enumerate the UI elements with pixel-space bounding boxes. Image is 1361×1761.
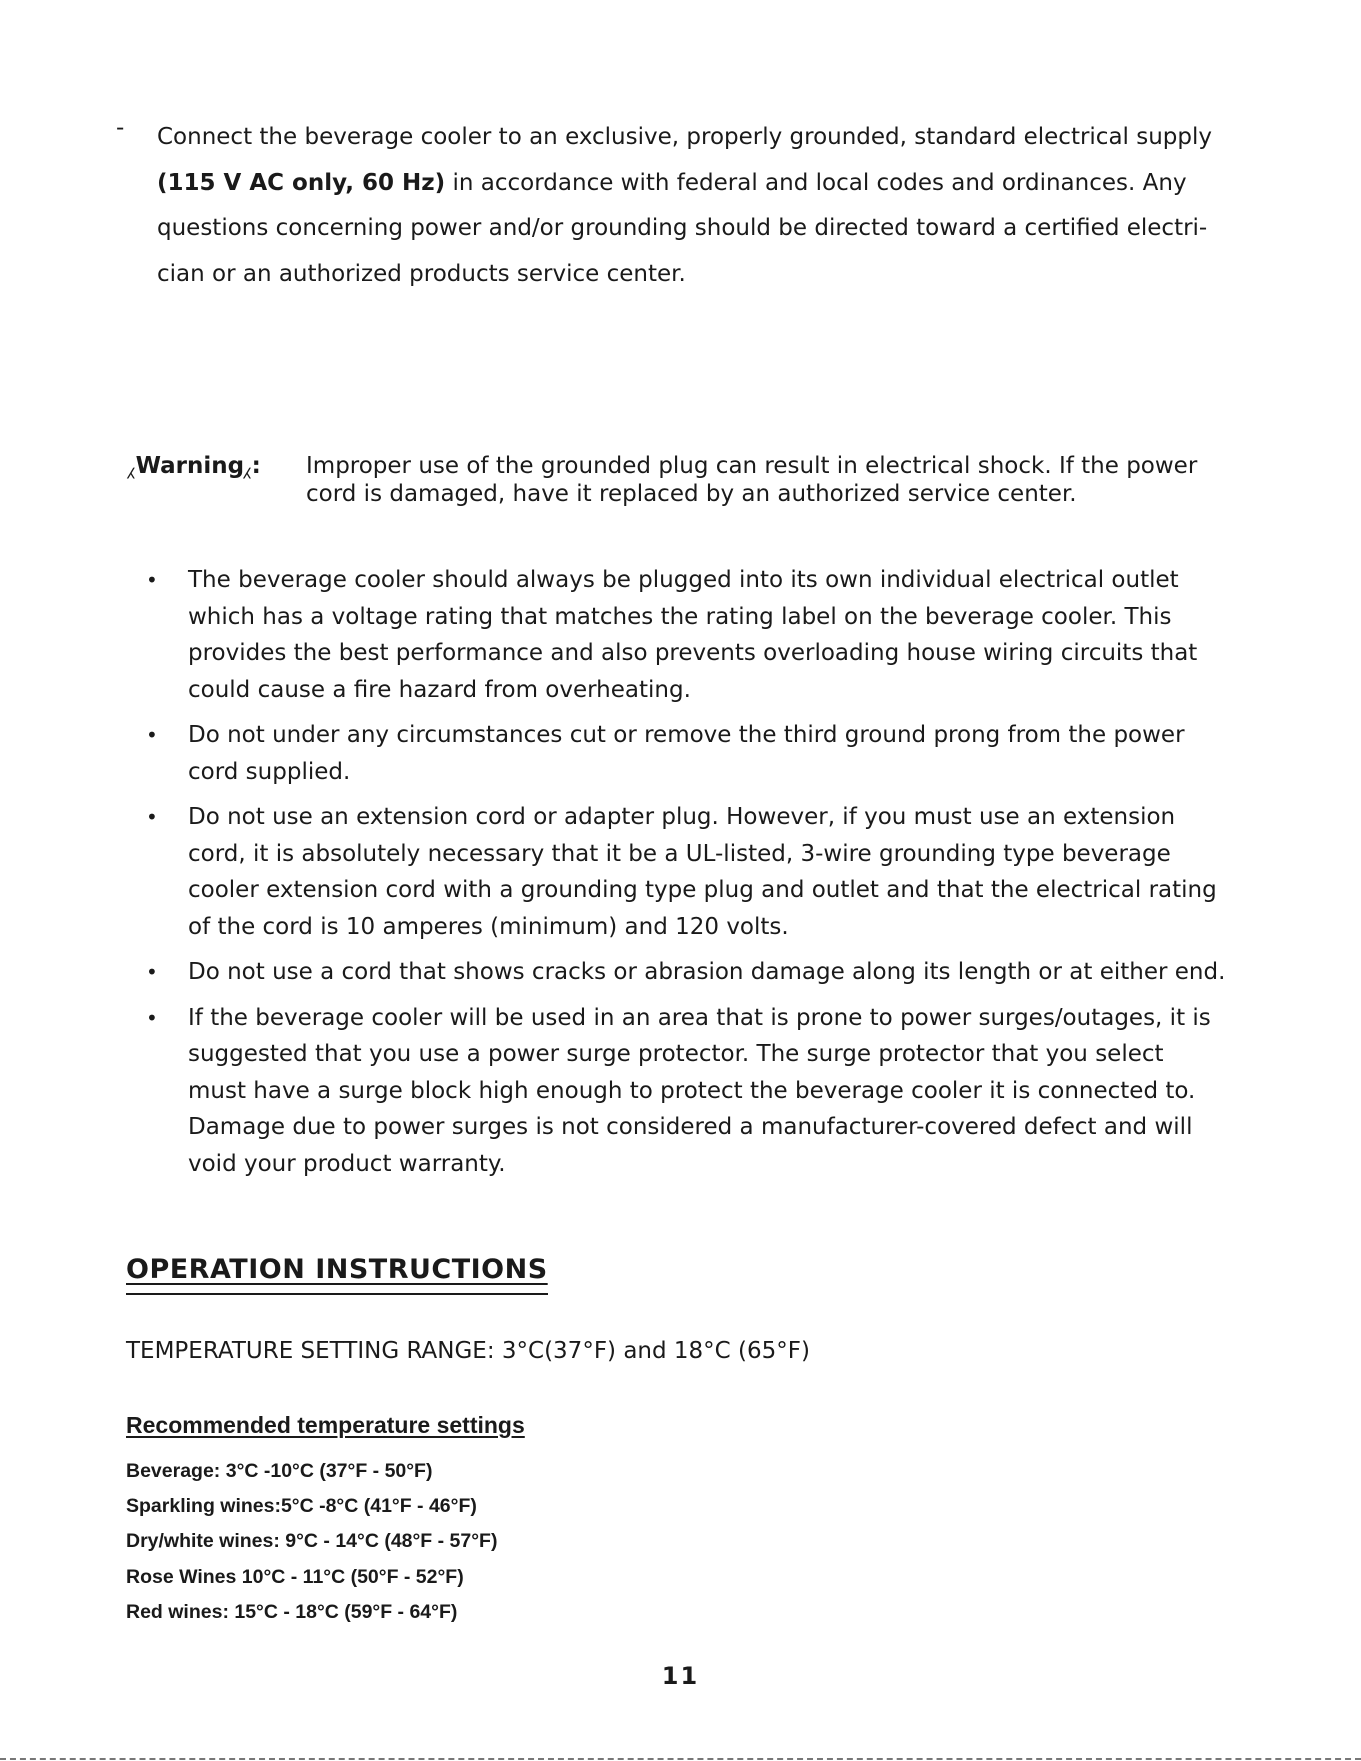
list-dash: -	[116, 115, 125, 141]
list-item: Dry/white wines: 9°C - 14°C (48°F - 57°F)	[126, 1530, 498, 1553]
grounding-paragraph	[157, 115, 1247, 297]
recommended-settings-title: Recommended temperature settings	[126, 1412, 525, 1438]
list-item: • The beverage cooler should always be plugged into its own individual electrical outlet which has a voltage rating that matches the rating label on the beverage cooler. This provides the best performance and also prevents overloading house wiring circuits that could cause a fire hazard from overheating.	[146, 562, 1226, 708]
warning-label: ⁁Warning⁁:	[128, 453, 261, 479]
temperature-range: TEMPERATURE SETTING RANGE: 3°C(37°F) and 18°C (65°F)	[126, 1338, 810, 1364]
list-item: Rose Wines 10°C - 11°C (50°F - 52°F)	[126, 1565, 464, 1588]
grounding-text-1: Connect the beverage cooler to an exclusive, properly grounded, standard electrical supply	[157, 124, 1213, 150]
list-item: • Do not under any circumstances cut or remove the third ground prong from the power cord supplied.	[146, 717, 1226, 790]
page-edge-divider	[0, 1758, 1361, 1760]
list-item: • Do not use a cord that shows cracks or abrasion damage along its length or at either end.	[146, 954, 1226, 991]
list-item: Red wines: 15°C - 18°C (59°F - 64°F)	[126, 1600, 458, 1623]
voltage-spec: (115 V AC only, 60 Hz)	[157, 169, 446, 196]
section-title: OPERATION INSTRUCTIONS	[126, 1254, 548, 1285]
page-number: 11	[661, 1662, 700, 1690]
grounding-text-2: in accordance with federal and local codes and ordinances. Any questions concerning power and/or grounding should be directed toward a certified electri-cian or an authorized products service center.	[157, 169, 1208, 287]
list-item: • If the beverage cooler will be used in an area that is prone to power surges/outages, it is suggested that you use a power surge protector. The surge protector that you select must have a surge block high enough to protect the beverage cooler it is connected to. Damage due to power surges is not considered a manufacturer-covered defect and will void your product warranty.	[146, 1000, 1226, 1183]
list-item: • Do not use an extension cord or adapter plug. However, if you must use an extension cord, it is absolutely necessary that it be a UL-listed, 3-wire grounding type beverage cooler extension cord with a grounding type plug and outlet and that the electrical rating of the cord is 10 amperes (minimum) and 120 volts.	[146, 799, 1226, 945]
list-item: Sparkling wines:5°C -8°C (41°F - 46°F)	[126, 1495, 477, 1518]
list-item: Beverage: 3°C -10°C (37°F - 50°F)	[126, 1460, 433, 1482]
electrical-safety-list	[146, 562, 1226, 1191]
warning-text: Improper use of the grounded plug can result in electrical shock. If the power cord is damaged, have it replaced by an authorized service center.	[306, 453, 1198, 507]
recommended-settings-list	[126, 1454, 497, 1630]
